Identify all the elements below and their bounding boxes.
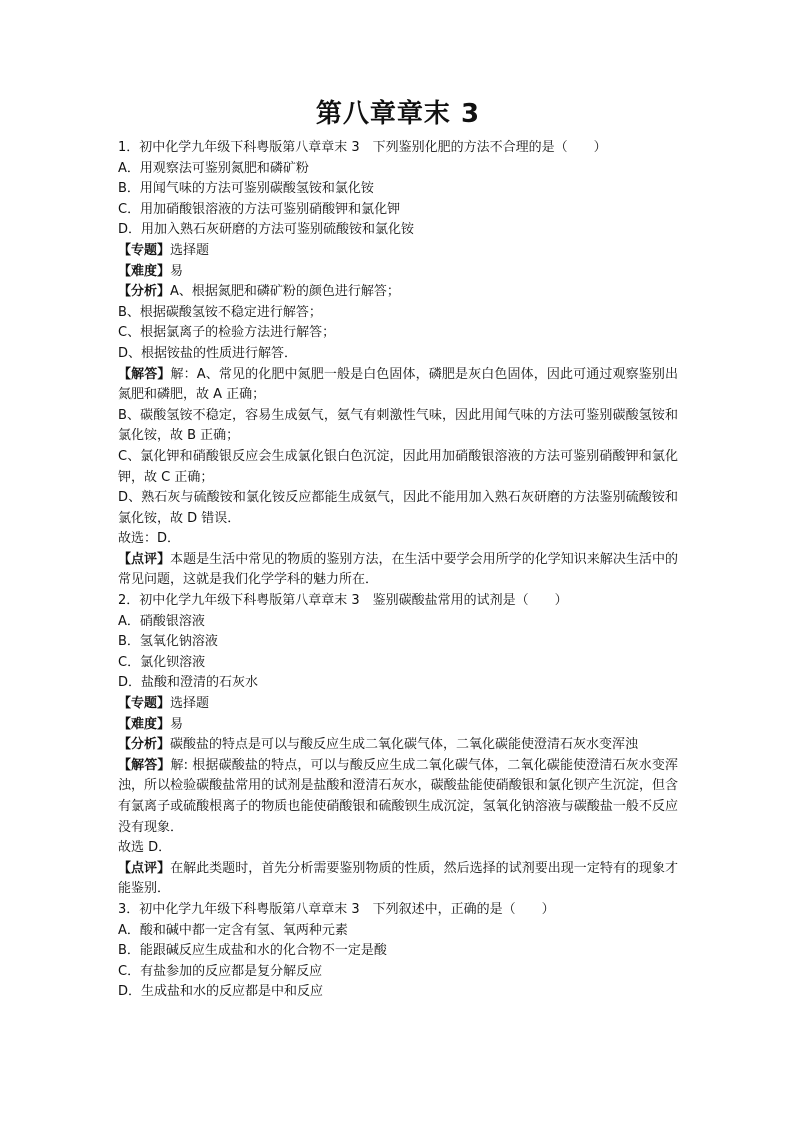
- question-stem: 3．初中化学九年级下科粤版第八章章末 3 下列叙述中，正确的是（ ）: [118, 901, 555, 917]
- answer-paragraph: B、碳酸氢铵不稳定，容易生成氨气，氨气有刺激性气味，因此用闻气味的方法可鉴别碳酸氢铵和氯化铵，故 B 正确；: [118, 407, 678, 444]
- answer-text: 解：A、常见的化肥中氮肥一般是白色固体，磷肥是灰白色固体，因此可通过观察鉴别出氮肥和磷肥，故 A 正确；: [118, 366, 678, 403]
- comment-text: 在解此类题时，首先分析需要鉴别物质的性质，然后选择的试剂要出现一定特有的现象才能鉴别．: [118, 860, 678, 897]
- difficulty-tag: 【难度】: [118, 716, 171, 732]
- analysis-line: [118, 735, 678, 756]
- difficulty-tag: 【难度】: [118, 263, 171, 279]
- option-b: B．氢氧化钠溶液: [118, 634, 218, 650]
- option-b: B．用闻气味的方法可鉴别碳酸氢铵和氯化铵: [118, 181, 374, 197]
- question-stem: 1．初中化学九年级下科粤版第八章章末 3 下列鉴别化肥的方法不合理的是（ ）: [118, 140, 607, 155]
- option-a: A．用观察法可鉴别氮肥和磷矿粉: [118, 160, 309, 176]
- topic-line: [118, 241, 678, 262]
- option-d: D．生成盐和水的反应都是中和反应: [118, 984, 324, 1000]
- question-2: [118, 591, 678, 900]
- answer-paragraph: [118, 756, 678, 838]
- analysis-line: D、根据铵盐的性质进行解答．: [118, 345, 298, 361]
- difficulty-line: [118, 715, 678, 736]
- answer-choice: 故选：D．: [118, 531, 181, 547]
- topic-value: 选择题: [170, 696, 210, 712]
- answer-paragraph: C、氯化钾和硝酸银反应会生成氯化银白色沉淀，因此用加硝酸银溶液的方法可鉴别硝酸钾和氯化钾，故 C 正确；: [118, 448, 678, 485]
- analysis-tag: 【分析】: [118, 284, 171, 300]
- option-a: A．酸和碱中都一定含有氢、氧两种元素: [118, 922, 348, 938]
- topic-line: [118, 694, 678, 715]
- analysis-text: A、根据氮肥和磷矿粉的颜色进行解答；: [170, 284, 400, 300]
- difficulty-value: 易: [170, 716, 184, 732]
- difficulty-value: 易: [170, 263, 184, 279]
- answer-choice: 故选 D．: [118, 840, 172, 856]
- option-c: C．有盐参加的反应都是复分解反应: [118, 963, 323, 979]
- comment-text: 本题是生活中常见的物质的鉴别方法，在生活中要学会用所学的化学知识来解决生活中的常见问题，这就是我们化学学科的魅力所在．: [118, 551, 678, 588]
- answer-text: 解: 根据碳酸盐的特点，可以与酸反应生成二氧化碳气体，二氧化碳能使澄清石灰水变浑浊，所以检验碳酸盐常用的试剂是盐酸和澄清石灰水，碳酸盐能使硝酸银和氯化钡产生沉淀，但含有氯离子或硫酸根离子的物质也能使硝酸银和硫酸钡生成沉淀，氢氧化钠溶液与碳酸盐一般不反应没有现象．: [118, 757, 678, 835]
- option-b: B．能跟碱反应生成盐和水的化合物不一定是酸: [118, 943, 387, 959]
- difficulty-line: [118, 262, 678, 283]
- option-a: A．硝酸银溶液: [118, 613, 205, 629]
- question-stem: 2．初中化学九年级下科粤版第八章章末 3 鉴别碳酸盐常用的试剂是（ ）: [118, 593, 568, 609]
- comment-paragraph: [118, 859, 678, 900]
- question-1: [118, 138, 678, 591]
- option-d: D．用加入熟石灰研磨的方法可鉴别硫酸铵和氯化铵: [118, 222, 415, 238]
- answer-tag: 【解答】: [118, 757, 171, 773]
- comment-tag: 【点评】: [118, 860, 171, 876]
- option-c: C．用加硝酸银溶液的方法可鉴别硝酸钾和氯化钾: [118, 201, 401, 217]
- topic-value: 选择题: [170, 242, 210, 258]
- comment-tag: 【点评】: [118, 551, 171, 567]
- question-3: [118, 900, 678, 1003]
- answer-paragraph: D、熟石灰与硫酸铵和氯化铵反应都能生成氨气，因此不能用加入熟石灰研磨的方法鉴别硫酸铵和氯化铵，故 D 错误．: [118, 490, 678, 526]
- answer-paragraph: [118, 365, 678, 406]
- option-c: C．氯化钡溶液: [118, 654, 206, 670]
- analysis-line: [118, 282, 678, 303]
- comment-paragraph: [118, 550, 678, 591]
- option-d: D．盐酸和澄清的石灰水: [118, 675, 259, 691]
- analysis-tag: 【分析】: [118, 737, 171, 753]
- topic-tag: 【专题】: [118, 242, 171, 258]
- answer-tag: 【解答】: [118, 366, 171, 382]
- topic-tag: 【专题】: [118, 696, 171, 712]
- analysis-text: 碳酸盐的特点是可以与酸反应生成二氧化碳气体，二氧化碳能使澄清石灰水变浑浊: [170, 737, 639, 753]
- analysis-line: B、根据碳酸氢铵不稳定进行解答；: [118, 304, 322, 320]
- analysis-line: C、根据氯离子的检验方法进行解答；: [118, 325, 336, 341]
- document-page: [118, 96, 678, 1003]
- document-title: 第八章章末 3: [315, 99, 481, 129]
